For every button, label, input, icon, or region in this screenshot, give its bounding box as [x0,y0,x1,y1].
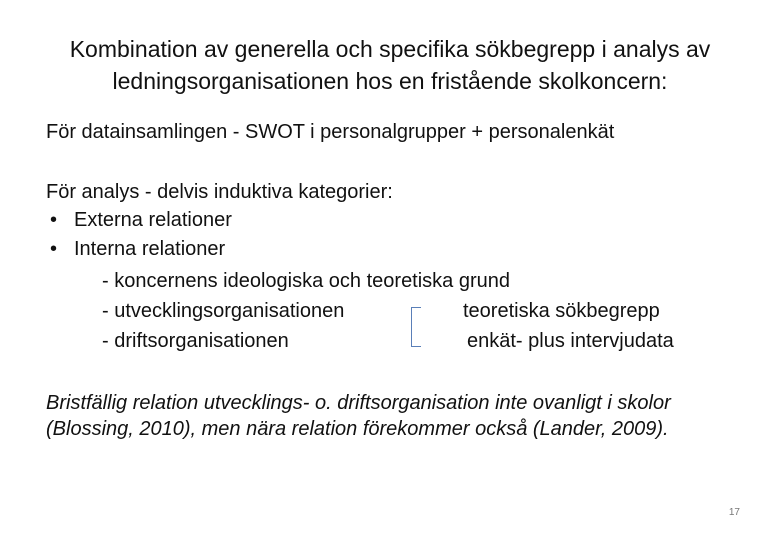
slide-title: Kombination av generella och specifika sökbegrepp i analys av ledningsorganisationen hos en fristående skolkoncern: [69,36,711,94]
conclusion-quote: Bristfällig relation utvecklings- o. driftsorganisation inte ovanligt i skolor (Blossing, 2010), men nära relation förekommer också (Lander, 2009). [46,392,671,440]
note-survey-interview-data: enkät- plus intervjudata [467,330,674,352]
sub-item-ideology: - koncernens ideologiska och teoretiska grund [102,270,511,292]
bracket-shape [411,307,421,347]
analysis-heading: För analys - delvis induktiva kategorier: [46,181,393,203]
note-theoretical-terms: teoretiska sökbegrepp [463,300,660,322]
page-number: 17 [728,507,740,518]
bullet-external-relations: Externa relationer [74,209,232,231]
bullet-marker: • [50,238,58,260]
sub-item-development-org: - utvecklingsorganisationen [102,300,345,322]
sub-item-operations-org: - driftsorganisationen [102,330,289,352]
bullet-marker: • [50,209,58,231]
bullet-internal-relations: Interna relationer [74,238,226,260]
data-collection-line: För datainsamlingen - SWOT i personalgrupper + personalenkät [46,121,615,143]
